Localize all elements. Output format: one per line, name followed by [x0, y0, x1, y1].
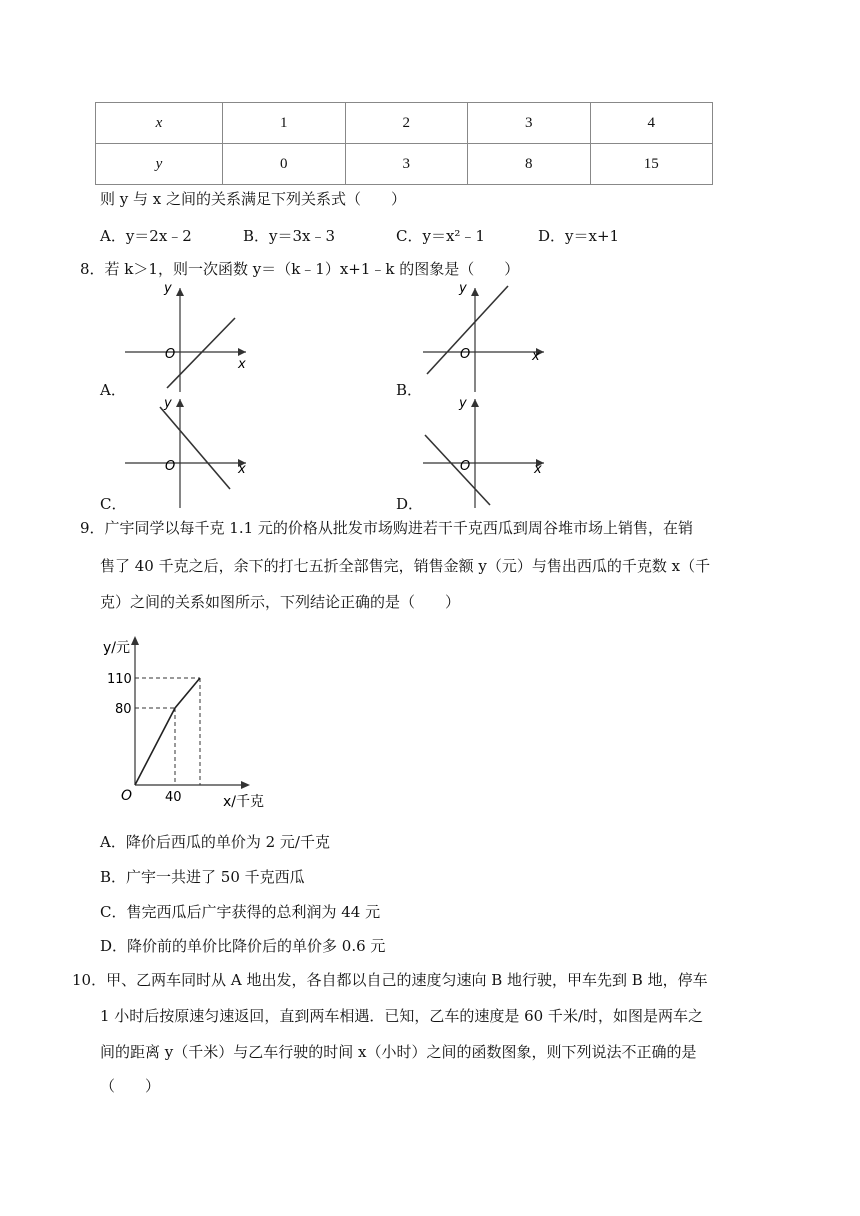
origin-label: O: [460, 347, 471, 362]
table-cell: 3: [345, 144, 468, 185]
x-tick-40: 40: [165, 790, 182, 805]
y-tick-110: 110: [107, 672, 132, 687]
table-cell: 0: [223, 144, 346, 185]
q9-stem-line-2: 售了 40 千克之后，余下的打七五折全部售完，销售金额 y（元）与售出西瓜的千克数 x（千: [100, 557, 711, 575]
q8-graph-c: [120, 393, 260, 508]
q8-graph-d: [418, 393, 558, 508]
q10-stem-line-2: 1 小时后按原速匀速返回，直到两车相遇．已知，乙车的速度是 60 千米/时，如图是两车之: [100, 1007, 703, 1025]
table-cell: 3: [468, 103, 591, 144]
q8-stem: 8．若 k＞1，则一次函数 y＝（k﹣1）x+1﹣k 的图象是（ ）: [80, 260, 520, 278]
value-table: [95, 102, 713, 185]
origin-label: O: [165, 347, 176, 362]
q9-stem-line-3: 克）之间的关系如图所示，下列结论正确的是（ ）: [100, 593, 461, 611]
table-cell: x: [96, 103, 223, 144]
q9-option-b: B．广宇一共进了 50 千克西瓜: [100, 868, 305, 886]
x-axis-label: x: [532, 349, 540, 364]
y-axis-label: y: [459, 396, 467, 411]
q7-option-c: C．y＝x²﹣1: [396, 227, 485, 245]
q8-label-c: C．: [100, 495, 127, 513]
q10-stem-line-4: （ ）: [100, 1077, 161, 1095]
function-line: [160, 407, 230, 489]
function-line: [167, 318, 235, 388]
q8-graph-a: [120, 280, 260, 395]
origin-label: O: [165, 459, 176, 474]
x-axis-label: x: [534, 462, 542, 477]
q7-option-b: B．y＝3x﹣3: [243, 227, 336, 245]
q8-graph-b: [418, 280, 558, 395]
q9-option-a: A．降价后西瓜的单价为 2 元/千克: [100, 833, 330, 851]
q8-label-b: B．: [396, 381, 423, 399]
y-axis-label: y: [164, 396, 172, 411]
table-cell: 4: [590, 103, 713, 144]
table-cell: 1: [223, 103, 346, 144]
q10-stem-line-1: 10．甲、乙两车同时从 A 地出发，各自都以自己的速度匀速向 B 地行驶，甲车先到 B 地，停车: [72, 971, 708, 989]
sales-line: [135, 678, 200, 785]
function-line: [425, 435, 490, 505]
table-cell: y: [96, 144, 223, 185]
q8-label-d: D．: [396, 495, 424, 513]
origin-label: O: [460, 459, 471, 474]
q9-chart: [95, 632, 275, 812]
y-axis-label: y/元: [103, 640, 131, 656]
q9-option-d: D．降价前的单价比降价后的单价多 0.6 元: [100, 937, 386, 955]
table-cell: 2: [345, 103, 468, 144]
y-tick-80: 80: [115, 702, 132, 717]
table-cell: 15: [590, 144, 713, 185]
table-row: [96, 103, 713, 144]
q9-stem-line-1: 9．广宇同学以每千克 1.1 元的价格从批发市场购进若干千克西瓜到周谷堆市场上销售，在销: [80, 519, 693, 537]
q7-option-a: A．y＝2x﹣2: [100, 227, 192, 245]
y-axis-label: y: [459, 281, 467, 296]
q8-label-a: A．: [100, 381, 126, 399]
x-axis-label: x: [238, 357, 246, 372]
q7-stem: 则 y 与 x 之间的关系满足下列关系式（ ）: [100, 190, 407, 208]
x-axis-label: x: [238, 462, 246, 477]
table-row: [96, 144, 713, 185]
q10-stem-line-3: 间的距离 y（千米）与乙车行驶的时间 x（小时）之间的函数图象，则下列说法不正确的是: [100, 1043, 697, 1061]
q9-option-c: C．售完西瓜后广宇获得的总利润为 44 元: [100, 903, 381, 921]
table-cell: 8: [468, 144, 591, 185]
x-axis-label: x/千克: [223, 794, 265, 810]
q7-option-d: D．y＝x+1: [538, 227, 620, 245]
y-axis-label: y: [164, 281, 172, 296]
origin-label: O: [121, 788, 133, 804]
